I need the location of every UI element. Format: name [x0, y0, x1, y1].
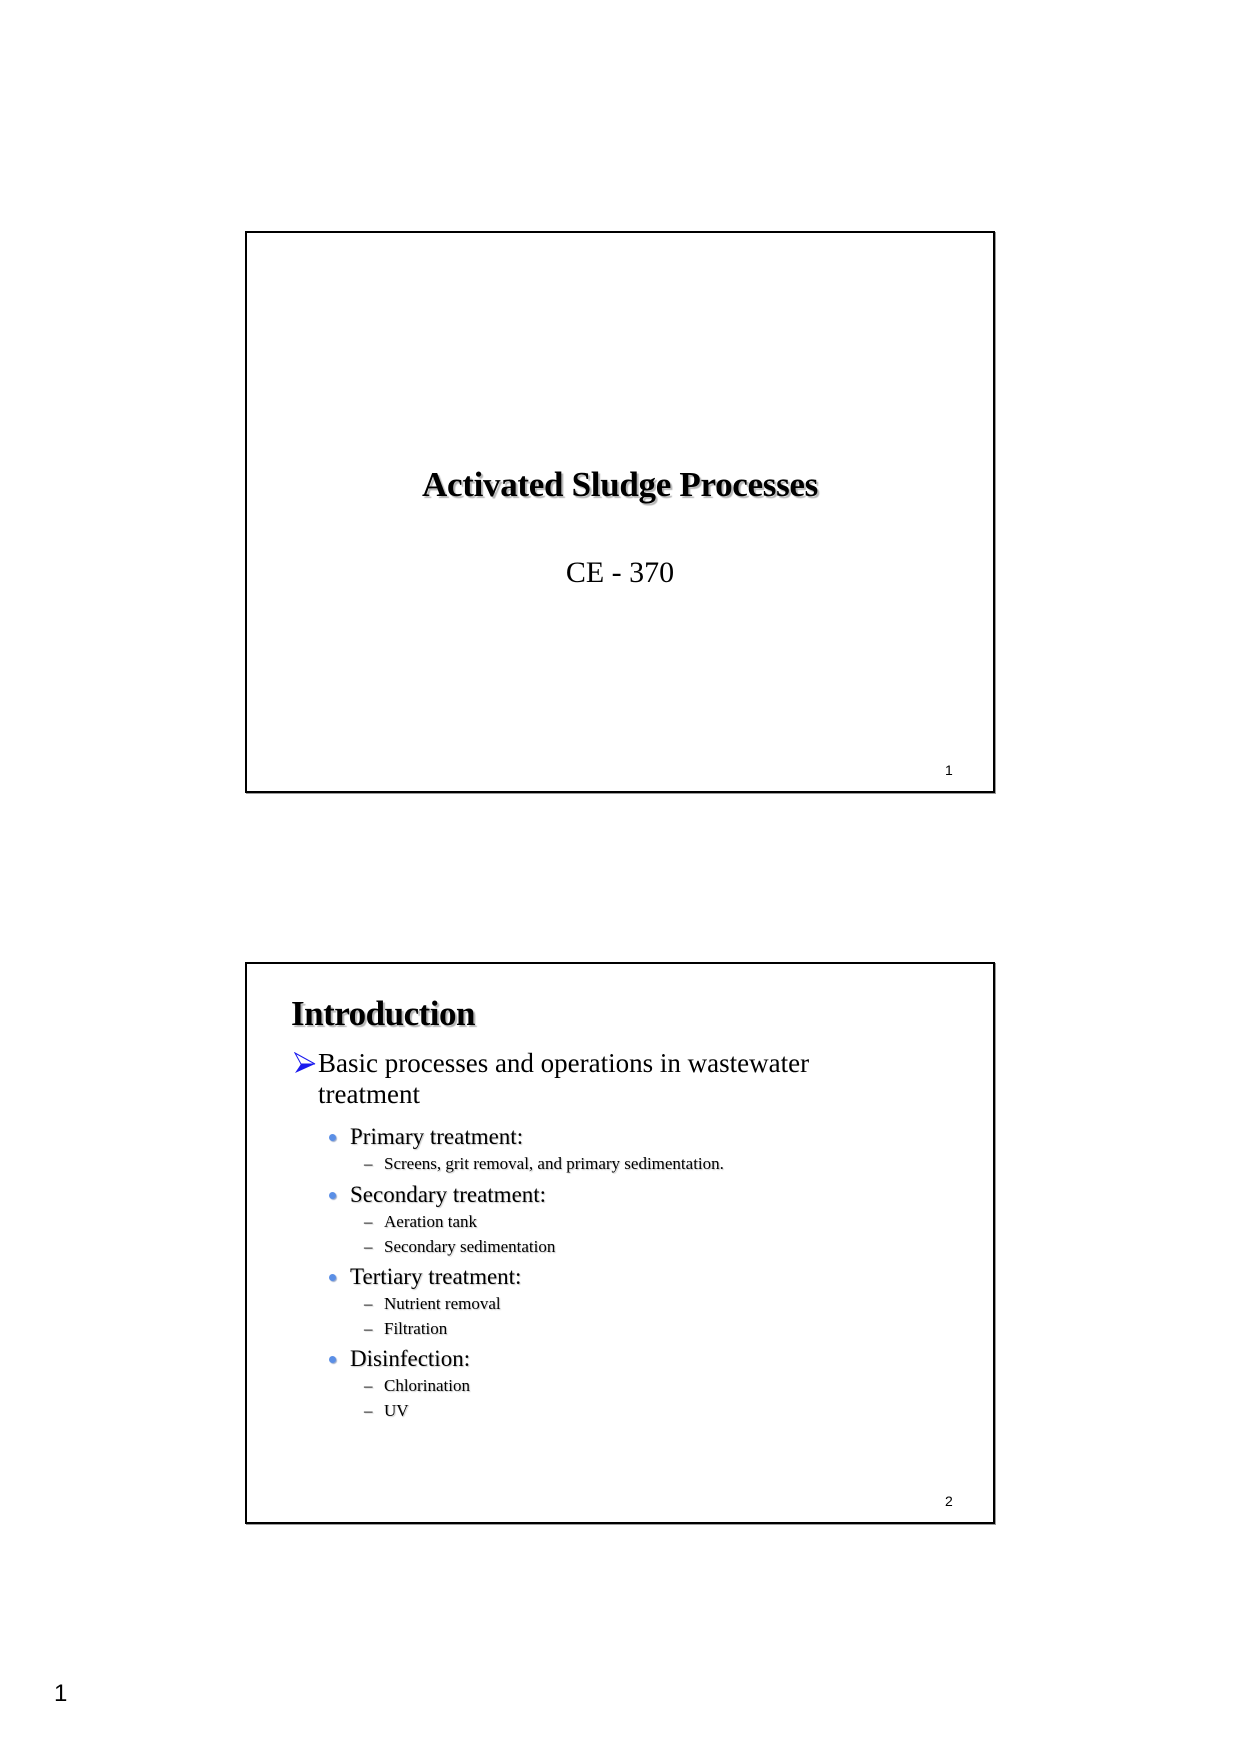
slide-title: Introduction: [291, 994, 475, 1033]
dash-bullet-icon: –: [364, 1237, 373, 1256]
slide-1: [245, 231, 995, 793]
list-item: – Nutrient removal: [364, 1294, 501, 1313]
slide-number: 1: [945, 762, 953, 778]
dot-bullet-icon: [329, 1192, 336, 1199]
dot-bullet-icon: [329, 1274, 336, 1281]
dash-bullet-icon: –: [364, 1401, 373, 1420]
section-heading-primary: Primary treatment:: [329, 1124, 523, 1150]
section-heading-disinfection: Disinfection:: [329, 1346, 470, 1372]
dot-bullet-icon: [329, 1356, 336, 1363]
list-item: – Aeration tank: [364, 1212, 477, 1231]
list-item: – UV: [364, 1401, 409, 1420]
dash-bullet-icon: –: [364, 1319, 373, 1338]
dot-bullet-icon: [329, 1134, 336, 1141]
slide-subtitle: CE - 370: [565, 556, 675, 589]
page-number: 1: [54, 1680, 68, 1707]
slide-2: [245, 962, 995, 1524]
main-bullet-point: [292, 1048, 892, 1110]
dash-bullet-icon: –: [364, 1154, 373, 1173]
dash-bullet-icon: –: [364, 1294, 373, 1313]
list-item: – Chlorination: [364, 1376, 470, 1395]
slide-title: Activated Sludge Processes: [422, 465, 818, 504]
arrow-bullet-icon: [294, 1052, 316, 1074]
section-heading-tertiary: Tertiary treatment:: [329, 1264, 521, 1290]
dash-bullet-icon: –: [364, 1376, 373, 1395]
dash-bullet-icon: –: [364, 1212, 373, 1231]
list-item: – Filtration: [364, 1319, 448, 1338]
slide-number: 2: [945, 1493, 953, 1509]
list-item: – Secondary sedimentation: [364, 1237, 556, 1256]
section-heading-secondary: Secondary treatment:: [329, 1182, 546, 1208]
main-bullet-text: Basic processes and operations in wastewater treatment: [318, 1048, 810, 1109]
list-item: – Screens, grit removal, and primary sedimentation.: [364, 1154, 724, 1173]
